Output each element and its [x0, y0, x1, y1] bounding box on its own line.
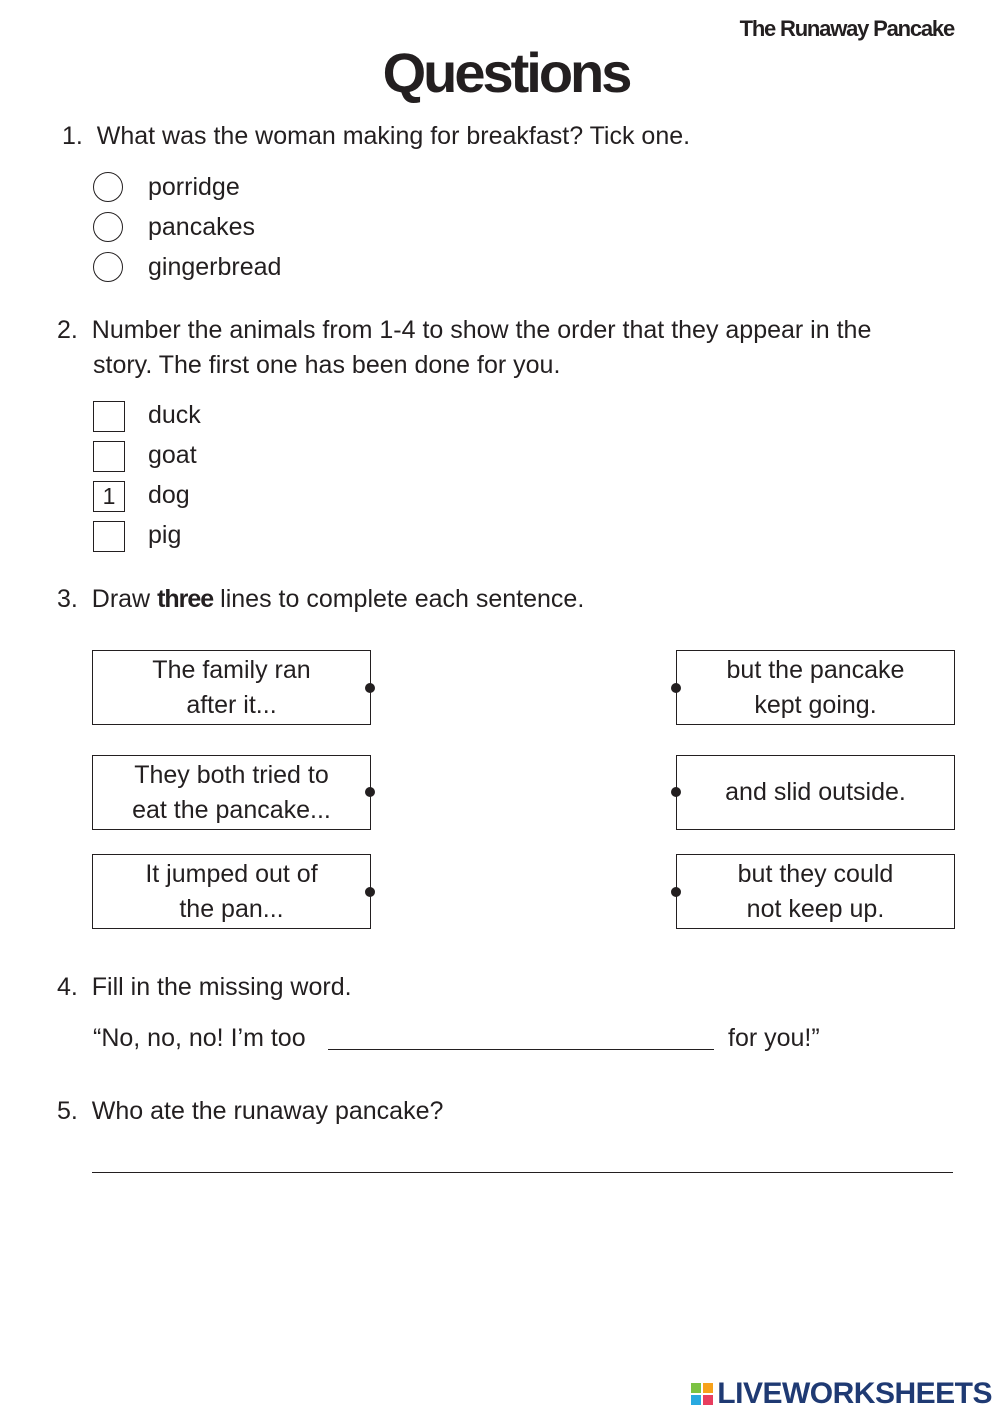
match-left-text-2: They both tried to eat the pancake... [132, 760, 331, 824]
question-1-number: 1. [62, 122, 83, 150]
match-right-text-2: and slid outside. [725, 778, 906, 806]
option-label-pancakes: pancakes [148, 213, 256, 241]
option-label-porridge: porridge [148, 173, 240, 201]
match-right-dot-2[interactable] [671, 787, 681, 797]
match-right-dot-1[interactable] [671, 683, 681, 693]
match-right-dot-3[interactable] [671, 887, 681, 897]
match-left-text-3: It jumped out of the pan... [145, 859, 318, 923]
question-5 [57, 1094, 443, 1129]
animal-label-goat: goat [148, 441, 197, 469]
option-label-gingerbread: gingerbread [148, 253, 282, 281]
missing-word-blank[interactable] [328, 1049, 714, 1050]
question-4-sentence-end: for you!” [728, 1024, 820, 1052]
radio-option-pancakes[interactable] [93, 212, 123, 242]
question-5-text: Who ate the runaway pancake? [91, 1097, 444, 1125]
question-3 [57, 582, 584, 617]
question-2-text-line1: Number the animals from 1-4 to show the order that they appear in the [91, 316, 872, 344]
animal-label-dog: dog [148, 481, 190, 509]
worksheet-header-title: The Runaway Pancake [739, 16, 954, 41]
order-box-pig[interactable] [93, 521, 125, 552]
question-2 [57, 313, 871, 348]
match-left-box-1 [92, 650, 371, 725]
match-left-text-1: The family ran after it... [152, 655, 311, 719]
animal-label-pig: pig [148, 521, 182, 549]
question-1-text: What was the woman making for breakfast? Tick one. [96, 122, 691, 150]
question-4 [57, 970, 352, 1005]
radio-option-gingerbread[interactable] [93, 252, 123, 282]
match-left-box-3 [92, 854, 371, 929]
radio-option-porridge[interactable] [93, 172, 123, 202]
order-box-duck[interactable] [93, 401, 125, 432]
question-3-text-bold: three [157, 585, 214, 613]
question-2-text-line2: story. The first one has been done for you. [93, 351, 561, 379]
match-left-dot-1[interactable] [365, 683, 375, 693]
match-right-text-3: but they could not keep up. [737, 859, 894, 923]
match-left-dot-3[interactable] [365, 887, 375, 897]
match-right-text-1: but the pancake kept going. [726, 655, 905, 719]
order-box-dog[interactable]: 1 [93, 481, 125, 512]
match-right-box-3 [676, 854, 955, 929]
animal-label-duck: duck [148, 401, 201, 429]
match-right-box-2 [676, 755, 955, 830]
liveworksheets-brand [691, 1377, 992, 1411]
liveworksheets-brand-text: LIVEWORKSHEETS [717, 1377, 992, 1410]
question-2-number: 2. [57, 316, 78, 344]
question-4-text: Fill in the missing word. [91, 973, 352, 1001]
page-title: Questions [382, 41, 630, 104]
question-3-text-before: Draw [91, 585, 151, 613]
question-1 [62, 119, 690, 154]
match-left-box-2 [92, 755, 371, 830]
order-box-goat[interactable] [93, 441, 125, 472]
answer-line[interactable] [92, 1172, 953, 1173]
question-3-text-after: lines to complete each sentence. [220, 585, 585, 613]
question-4-sentence-start: “No, no, no! I’m too [93, 1024, 306, 1052]
question-4-number: 4. [57, 973, 78, 1001]
question-3-number: 3. [57, 585, 78, 613]
liveworksheets-logo-icon [691, 1383, 713, 1405]
match-right-box-1 [676, 650, 955, 725]
question-5-number: 5. [57, 1097, 78, 1125]
match-left-dot-2[interactable] [365, 787, 375, 797]
